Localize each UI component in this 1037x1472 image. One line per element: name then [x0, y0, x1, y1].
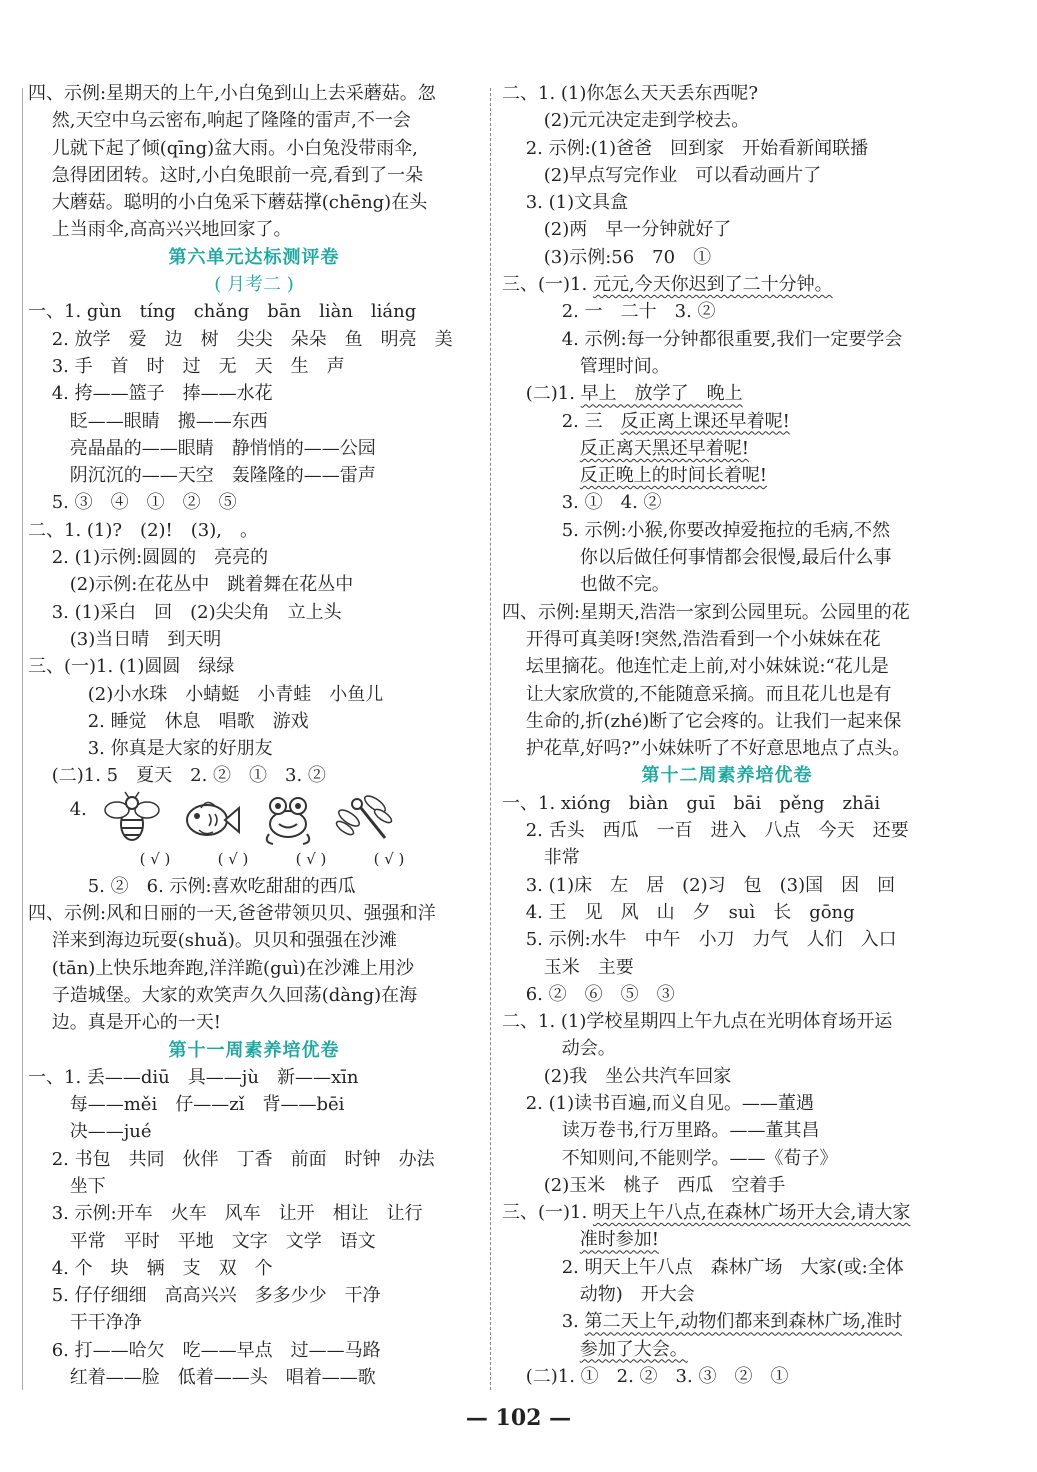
underlined-answer: 元元,今天你迟到了二十分钟。	[592, 274, 833, 296]
answer-line	[502, 708, 952, 735]
answer-line	[502, 80, 952, 107]
underlined-answer: 反正离天黑还早着呢!	[579, 437, 749, 459]
line-text: 四、示例:星期天,浩浩一家到公园里玩。公园里的花	[502, 601, 910, 623]
answer-line	[502, 1035, 952, 1062]
frog-icon	[257, 790, 319, 846]
answer-line	[502, 844, 952, 871]
line-text: 一、1. 丢——diū 具——jù 新——xīn	[28, 1066, 359, 1088]
answer-line	[28, 353, 480, 380]
answer-line	[28, 982, 480, 1009]
answer-line	[502, 599, 952, 626]
answer-line	[28, 544, 480, 571]
line-text: (3)示例:56 70 ①	[502, 246, 712, 268]
line-text: 4. 示例:每一分钟都很重要,我们一定要学会	[502, 328, 903, 350]
answer-line	[28, 927, 480, 954]
line-text: 子造城堡。大家的欢笑声久久回荡(dàng)在海	[28, 984, 418, 1006]
left-column	[28, 80, 480, 1391]
answer-line	[28, 1118, 480, 1145]
page-edge-line	[22, 88, 23, 1390]
line-text: 红着——脸 低着——头 唱着——歌	[28, 1367, 376, 1389]
line-text: 3. (1)采白 回 (2)尖尖角 立上头	[28, 601, 342, 623]
line-text: (3)当日晴 到天明	[28, 628, 222, 650]
check-mark: ( √ )	[217, 849, 249, 868]
line-text: 4. 挎——篮子 捧——水花	[28, 383, 273, 405]
line-text: (2)早点写完作业 可以看动画片了	[502, 164, 822, 186]
answer-line	[502, 216, 952, 243]
line-text: 管理时间。	[502, 355, 670, 377]
answer-line	[28, 107, 480, 134]
line-text: 四、示例:星期天的上午,小白兔到山上去采蘑菇。忽	[28, 83, 436, 104]
line-text: 第六单元达标测评卷	[168, 246, 340, 268]
answer-line	[28, 1309, 480, 1336]
line-text: 阴沉沉的——天空 轰隆隆的——雷声	[28, 465, 376, 487]
fish-icon	[179, 790, 241, 846]
line-text: 洋来到海边玩耍(shuǎ)。贝贝和强强在沙滩	[28, 930, 397, 952]
line-text: (2)小水珠 小蜻蜓 小青蛙 小鱼儿	[28, 683, 384, 705]
answer-line	[502, 1145, 952, 1172]
line-text	[502, 1339, 580, 1360]
column-divider	[490, 88, 491, 1390]
answer-line	[502, 435, 952, 462]
answer-line	[28, 1146, 480, 1173]
line-text: 2. (1)示例:圆圆的 亮亮的	[28, 547, 269, 569]
answer-line	[502, 1172, 952, 1199]
line-text: 2. 放学 爱 边 树 尖尖 朵朵 鱼 明亮 美	[28, 328, 453, 350]
check-mark: ( √ )	[139, 849, 171, 868]
line-text: 第十一周素养培优卷	[168, 1039, 340, 1061]
answer-line	[502, 1336, 952, 1363]
line-text: 3. (1)文具盒	[502, 192, 629, 214]
answer-line	[28, 653, 480, 680]
line-text: 2. 舌头 西瓜 一百 进入 八点 今天 还要	[502, 820, 909, 842]
answer-line	[28, 517, 480, 544]
answer-line	[28, 326, 480, 353]
answer-line	[28, 80, 480, 107]
line-text: 读万卷书,行万里路。——董其昌	[502, 1120, 820, 1142]
line-text: 2. (1)读书百遍,而义自见。——董遇	[502, 1092, 814, 1114]
line-text: 你以后做任何事情都会很慢,最后什么事	[502, 547, 892, 569]
answer-line	[502, 517, 952, 544]
line-text: 亮晶晶的——眼睛 静悄悄的——公园	[28, 437, 376, 459]
line-text: 非常	[502, 847, 580, 869]
line-text	[502, 438, 580, 459]
line-text: (tān)上快乐地奔跑,洋洋跪(guì)在沙滩上用沙	[28, 957, 414, 979]
answer-line	[502, 462, 952, 489]
underlined-answer: 第二天上午,动物们都来到森林广场,准时	[584, 1311, 903, 1333]
line-text: 三、(一)1.	[502, 1202, 593, 1224]
answer-line	[502, 1281, 952, 1308]
answer-line	[502, 571, 952, 598]
line-text: 3. 示例:开车 火车 风车 让开 相让 让行	[28, 1203, 423, 1225]
answer-line	[502, 653, 952, 680]
answer-line	[28, 762, 480, 789]
bee-icon	[101, 790, 163, 846]
answer-line	[28, 489, 480, 516]
line-text: 5. 示例:水牛 中午 小刀 力气 人们 入口	[502, 929, 897, 951]
line-text: 大蘑菇。聪明的小白兔采下蘑菇撑(chēng)在头	[28, 192, 428, 214]
answer-line	[28, 873, 480, 900]
answer-line	[28, 1337, 480, 1364]
line-text: (2)玉米 桃子 西瓜 空着手	[502, 1174, 786, 1196]
answer-line	[502, 954, 952, 981]
answer-line	[502, 926, 952, 953]
line-text: 急得团团转。这时,小白兔眼前一亮,看到了一朵	[28, 164, 424, 186]
answer-line	[502, 544, 952, 571]
line-text	[502, 1229, 580, 1250]
line-text: 2. 明天上午八点 森林广场 大家(或:全体	[502, 1256, 904, 1278]
line-text: 5. 示例:小猴,你要改掉爱拖拉的毛病,不然	[502, 519, 891, 541]
line-text: (2)两 早一分钟就好了	[502, 219, 732, 241]
line-text: (二)1. 5 夏天 2. ② ① 3. ②	[28, 765, 326, 787]
page-number: — 102 —	[465, 1405, 572, 1431]
line-text	[502, 465, 580, 486]
dragonfly-icon	[335, 790, 397, 846]
section-subtitle	[28, 271, 480, 298]
animal-icons-row	[28, 790, 480, 846]
line-text: 4. 王 见 风 山 夕 suì 长 gōng	[502, 901, 855, 923]
line-text: 玉米 主要	[502, 956, 634, 978]
answer-line	[502, 790, 952, 817]
answer-line	[502, 1226, 952, 1253]
answer-line	[28, 435, 480, 462]
answer-line	[502, 326, 952, 353]
answer-line	[502, 1308, 952, 1335]
line-text: 上当雨伞,高高兴兴地回家了。	[28, 219, 292, 241]
answer-line	[502, 817, 952, 844]
underlined-answer: 准时参加!	[579, 1229, 659, 1251]
answer-line	[28, 1364, 480, 1391]
line-text: 2. 睡觉 休息 唱歌 游戏	[28, 710, 309, 732]
answer-line	[28, 408, 480, 435]
line-text: 一、1. gùn tíng chǎng bān liàn liáng	[28, 301, 417, 323]
line-text: 生命的,折(zhé)断了它会疼的。让我们一起来保	[502, 710, 902, 732]
underlined-answer: 早上 放学了 晚上	[580, 383, 743, 405]
line-text: 2. 书包 共同 伙伴 丁香 前面 时钟 办法	[28, 1148, 435, 1170]
answer-line	[502, 872, 952, 899]
answer-line	[28, 1255, 480, 1282]
line-text: 动物) 开大会	[502, 1284, 695, 1306]
line-text: 然,天空中乌云密布,响起了隆隆的雷声,不一会	[28, 110, 411, 132]
line-text: (二)1.	[502, 383, 581, 405]
line-text: 4. 个 块 辆 支 双 个	[28, 1257, 273, 1279]
line-text: 三、(一)1. (1)圆圆 绿绿	[28, 656, 235, 678]
answer-line	[502, 681, 952, 708]
answer-line	[28, 380, 480, 407]
line-text: 也做不完。	[502, 574, 670, 596]
line-text: 一、1. xióng biàn guī bāi pěng zhāi	[502, 792, 881, 814]
line-text: (2)示例:在花丛中 跳着舞在花丛中	[28, 574, 354, 596]
answer-line	[502, 298, 952, 325]
answer-line	[502, 899, 952, 926]
answer-line	[28, 1200, 480, 1227]
line-text: 边。真是开心的一天!	[28, 1012, 221, 1034]
section-title	[28, 244, 480, 271]
line-text: 5. 仔仔细细 高高兴兴 多多少少 干净	[28, 1285, 381, 1307]
answer-line	[28, 900, 480, 927]
line-text: 5. ② 6. 示例:喜欢吃甜甜的西瓜	[28, 875, 356, 897]
answer-line	[28, 162, 480, 189]
check-mark: ( √ )	[373, 849, 405, 868]
answer-line	[28, 1228, 480, 1255]
line-text: 第十二周素养培优卷	[641, 765, 813, 787]
line-text: (2)我 坐公共汽车回家	[502, 1065, 732, 1087]
line-text: 四、示例:风和日丽的一天,爸爸带领贝贝、强强和洋	[28, 903, 436, 925]
answer-line	[502, 1117, 952, 1144]
answer-line	[28, 955, 480, 982]
answer-line	[28, 626, 480, 653]
line-text: ( 月考二 )	[214, 274, 294, 296]
answer-line	[502, 1363, 952, 1390]
line-text: 6. ② ⑥ ⑤ ③	[502, 983, 675, 1005]
answer-line	[502, 981, 952, 1008]
answer-line	[502, 380, 952, 407]
line-text: 5. ③ ④ ① ② ⑤	[28, 492, 237, 514]
answer-line	[502, 408, 952, 435]
answer-line	[28, 1173, 480, 1200]
line-text: 护花草,好吗?”小妹妹听了不好意思地点了点头。	[502, 738, 911, 760]
answer-line	[502, 271, 952, 298]
answer-line	[502, 489, 952, 516]
right-column	[502, 80, 952, 1390]
answer-line	[28, 599, 480, 626]
check-marks-row	[124, 846, 480, 873]
line-text: 3. ① 4. ②	[502, 492, 662, 514]
underlined-answer: 明天上午八点,在森林广场开大会,请大家	[592, 1202, 911, 1224]
answer-line	[502, 1254, 952, 1281]
line-text: 每——měi 仔——zǐ 背——bēi	[28, 1094, 345, 1116]
underlined-answer: 参加了大会。	[579, 1338, 688, 1360]
answer-line	[28, 462, 480, 489]
answer-line	[28, 681, 480, 708]
line-text: 让大家欣赏的,不能随意采摘。而且花儿也是有	[502, 683, 892, 705]
line-text: 二、1. (1)学校星期四上午九点在光明体育场开运	[502, 1011, 893, 1033]
line-text: 不知则问,不能则学。——《荀子》	[502, 1147, 838, 1169]
answer-line	[502, 735, 952, 762]
answer-line	[28, 216, 480, 243]
line-text: 干干净净	[28, 1312, 142, 1334]
line-text: 三、(一)1.	[502, 274, 593, 296]
answer-line	[28, 1091, 480, 1118]
answer-line	[28, 1009, 480, 1036]
line-text: 3.	[502, 1311, 585, 1333]
line-text: 6. 打——哈欠 吃——早点 过——马路	[28, 1339, 381, 1361]
answer-line	[28, 1282, 480, 1309]
answer-line	[502, 107, 952, 134]
answer-line	[28, 135, 480, 162]
answer-line	[502, 1063, 952, 1090]
line-text: (二)1. ① 2. ② 3. ③ ② ①	[502, 1365, 789, 1387]
answer-line	[502, 1008, 952, 1035]
answer-line	[502, 626, 952, 653]
underlined-answer: 反正离上课还早着呢!	[620, 410, 790, 432]
line-text: 平常 平时 平地 文字 文学 语文	[28, 1230, 376, 1252]
answer-line	[502, 1199, 952, 1226]
line-text: 开得可真美呀!突然,浩浩看到一个小妹妹在花	[502, 628, 881, 650]
line-text: 坛里摘花。他连忙走上前,对小妹妹说:“花儿是	[502, 656, 889, 678]
line-text: 2. 示例:(1)爸爸 回到家 开始看新闻联播	[502, 137, 869, 159]
line-text: 动会。	[502, 1038, 616, 1060]
answer-line	[28, 189, 480, 216]
line-text: 3. 你真是大家的好朋友	[28, 738, 273, 760]
answer-line	[28, 708, 480, 735]
answer-line	[28, 571, 480, 598]
line-text: 3. (1)床 左 居 (2)习 包 (3)国 因 回	[502, 874, 896, 896]
answer-line	[28, 1064, 480, 1091]
line-text: 二、1. (1)你怎么天天丢东西呢?	[502, 83, 759, 104]
answer-line	[28, 298, 480, 325]
check-mark: ( √ )	[295, 849, 327, 868]
answer-line	[28, 735, 480, 762]
answer-line	[502, 244, 952, 271]
underlined-answer: 反正晚上的时间长着呢!	[579, 465, 767, 487]
line-text: 3. 手 首 时 过 无 天 生 声	[28, 355, 345, 377]
section-title	[502, 762, 952, 789]
answer-line	[502, 353, 952, 380]
section-title	[28, 1037, 480, 1064]
line-text: (2)元元决定走到学校去。	[502, 110, 750, 132]
answer-line	[502, 162, 952, 189]
line-text: 2. 一 二十 3. ②	[502, 301, 716, 323]
line-text: 2. 三	[502, 410, 621, 432]
question-number: 4.	[28, 798, 87, 820]
answer-line	[502, 1090, 952, 1117]
answer-line	[502, 189, 952, 216]
line-text: 决——jué	[28, 1121, 152, 1143]
line-text: 眨——眼睛 搬——东西	[28, 410, 268, 432]
line-text: 儿就下起了倾(qīng)盆大雨。小白兔没带雨伞,	[28, 137, 418, 159]
line-text: 二、1. (1)? (2)! (3), 。	[28, 519, 258, 541]
line-text: 坐下	[28, 1175, 106, 1197]
answer-line	[502, 135, 952, 162]
